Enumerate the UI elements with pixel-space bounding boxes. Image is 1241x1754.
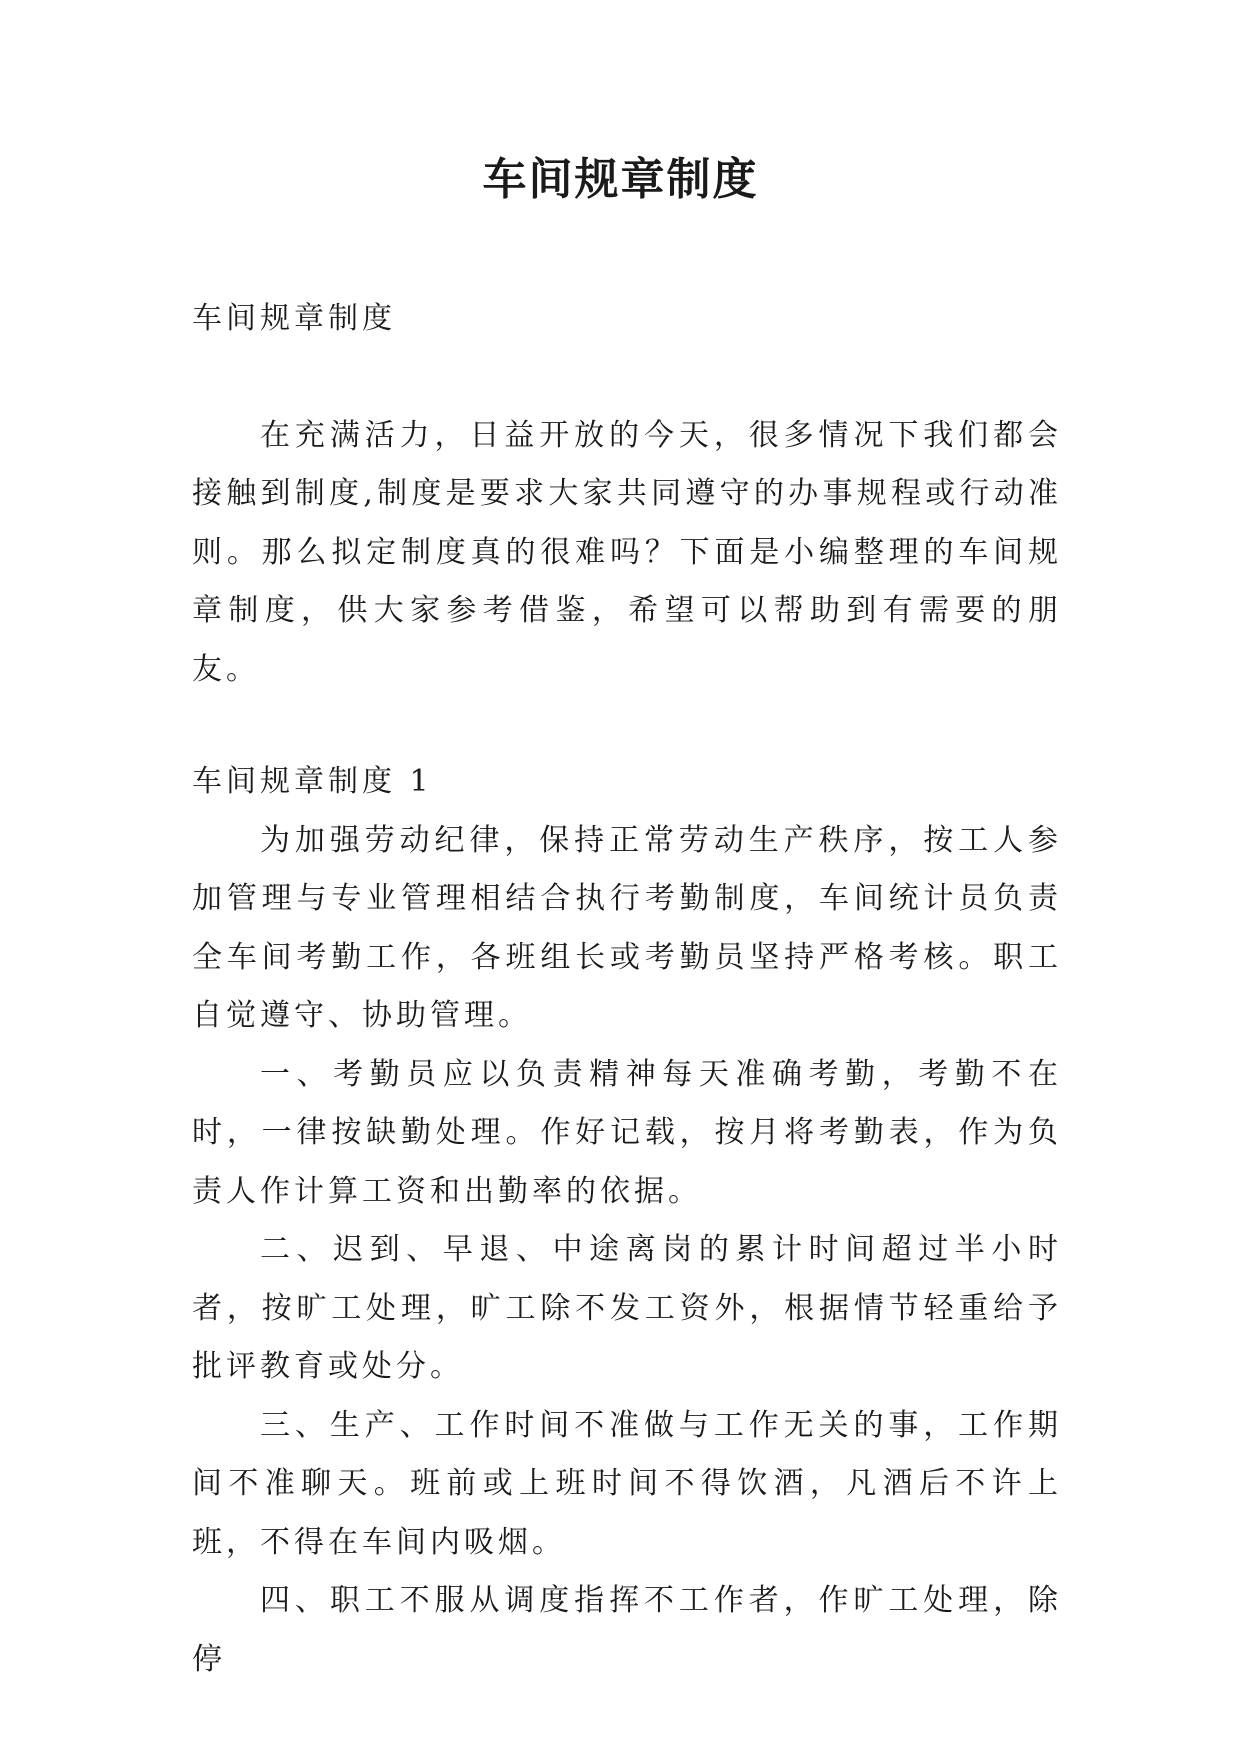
section-paragraph: 四、职工不服从调度指挥不工作者，作旷工处理，除停 xyxy=(192,1583,1062,1677)
document-subtitle: 车间规章制度 xyxy=(192,301,396,336)
section-paragraph: 一、考勤员应以负责精神每天准确考勤，考勤不在时，一律按缺勤处理。作好记载，按月将考勤表，作为负责人作计算工资和出勤率的依据。 xyxy=(192,1056,1062,1209)
intro-paragraph: 在充满活力，日益开放的今天，很多情况下我们都会接触到制度,制度是要求大家共同遵守的办事规程或行动准则。那么拟定制度真的很难吗？下面是小编整理的车间规章制度，供大家参考借鉴，希望可以帮助到有需要的朋友。 xyxy=(192,417,1062,687)
section-paragraph: 二、迟到、早退、中途离岗的累计时间超过半小时者，按旷工处理，旷工除不发工资外，根据情节轻重给予批评教育或处分。 xyxy=(192,1232,1062,1384)
section-paragraph: 为加强劳动纪律，保持正常劳动生产秩序，按工人参加管理与专业管理相结合执行考勤制度，车间统计员负责全车间考勤工作，各班组长或考勤员坚持严格考核。职工自觉遵守、协助管理。 xyxy=(192,822,1062,1033)
document-title: 车间规章制度 xyxy=(482,154,759,205)
document-body xyxy=(192,290,1062,1689)
section-heading: 车间规章制度 1 xyxy=(192,764,433,799)
spacer xyxy=(192,349,1062,407)
spacer xyxy=(192,699,1062,753)
section-paragraph: 三、生产、工作时间不准做与工作无关的事，工作期间不准聊天。班前或上班时间不得饮酒，凡酒后不许上班，不得在车间内吸烟。 xyxy=(192,1407,1062,1560)
